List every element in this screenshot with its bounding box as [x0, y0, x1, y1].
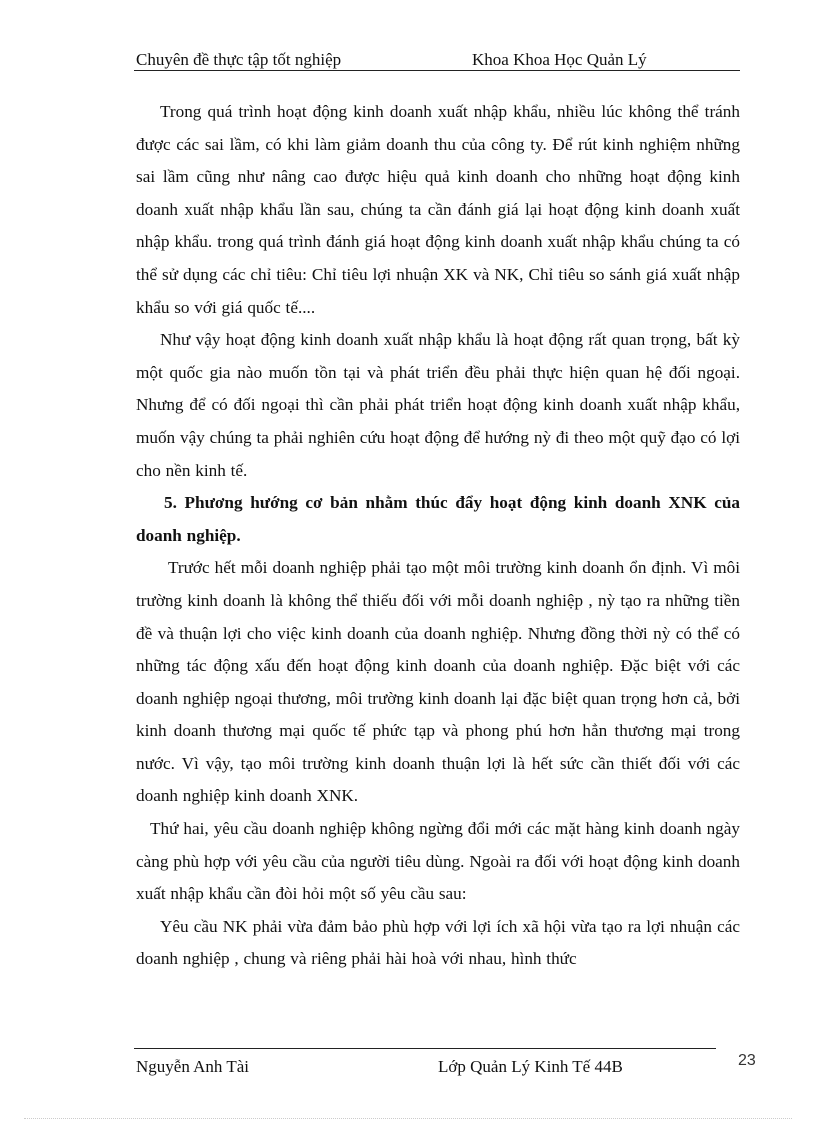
- paragraph-import-requirement: Yêu cầu NK phải vừa đảm bảo phù hợp với lợi ích xã hội vừa tạo ra lợi nhuận các doanh nghiệp , chung và riêng phải hài hoà với nhau, hình thức: [136, 916, 740, 969]
- page-number: 23: [738, 1052, 756, 1069]
- footer-divider: [134, 1048, 716, 1049]
- page-body: [136, 96, 740, 976]
- paragraph-evaluation: Trong quá trình hoạt động kinh doanh xuất nhập khẩu, nhiều lúc không thể tránh được các sai lầm, có khi làm giảm doanh thu của công ty. Để rút kinh nghiệm những sai lầm cũng như nâng cao được hiệu quả kinh doanh cho những hoạt động kinh doanh xuất nhập khẩu lần sau, chúng ta cần đánh giá lại hoạt động kinh doanh xuất nhập khẩu. trong quá trình đánh giá hoạt động kinh doanh xuất nhập khẩu chúng ta có thể sử dụng các chỉ tiêu: Chỉ tiêu lợi nhuận XK và NK, Chỉ tiêu so sánh giá xuất nhập khẩu so với giá quốc tế....: [136, 102, 740, 317]
- footer-class: Lớp Quản Lý Kinh Tế 44B: [438, 1057, 623, 1076]
- paragraph-importance: Như vậy hoạt động kinh doanh xuất nhập khẩu là hoạt động rất quan trọng, bất kỳ một quốc gia nào muốn tồn tại và phát triển đều phải thực hiện quan hệ đối ngoại. Nhưng để có đối ngoại thì cần phải phát triển hoạt động kinh doanh xuất nhập khẩu, muốn vậy chúng ta phải nghiên cứu hoạt động để hướng nỳ đi theo một quỹ đạo có lợi cho nền kinh tế.: [136, 330, 740, 480]
- paragraph-second-requirement: Thứ hai, yêu cầu doanh nghiệp không ngừng đổi mới các mặt hàng kinh doanh ngày càng phù hợp với yêu cầu của người tiêu dùng. Ngoài ra đối với hoạt động kinh doanh xuất nhập khẩu cần đòi hỏi một số yêu cầu sau:: [136, 819, 740, 904]
- header-document-title: Chuyên đề thực tập tốt nghiệp: [136, 50, 342, 69]
- section-heading: 5. Phương hướng cơ bản nhằm thúc đẩy hoạt động kinh doanh XNK của doanh nghiệp.: [136, 493, 740, 545]
- page-header: [134, 50, 740, 71]
- header-faculty-name: Khoa Khoa Học Quản Lý: [472, 50, 647, 69]
- paragraph-environment: Trước hết mỗi doanh nghiệp phải tạo một môi trường kinh doanh ổn định. Vì môi trường kinh doanh là không thể thiếu đối với mỗi doanh nghiệp , nỳ tạo ra những tiền đề và thuận lợi cho việc kinh doanh của doanh nghiệp. Nhưng đồng thời nỳ có thể có những tác động xấu đến hoạt động kinh doanh của doanh nghiệp. Đặc biệt với các doanh nghiệp ngoại thương, môi trường kinh doanh lại đặc biệt quan trọng hơn cả, bởi kinh doanh thương mại quốc tế phức tạp và phong phú hơn hẳn thương mại trong nước. Vì vậy, tạo môi trường kinh doanh thuận lợi là hết sức cần thiết đối với các doanh nghiệp kinh doanh XNK.: [136, 558, 740, 806]
- footer-author: Nguyễn Anh Tài: [136, 1057, 250, 1076]
- page-edge-divider: [24, 1118, 792, 1119]
